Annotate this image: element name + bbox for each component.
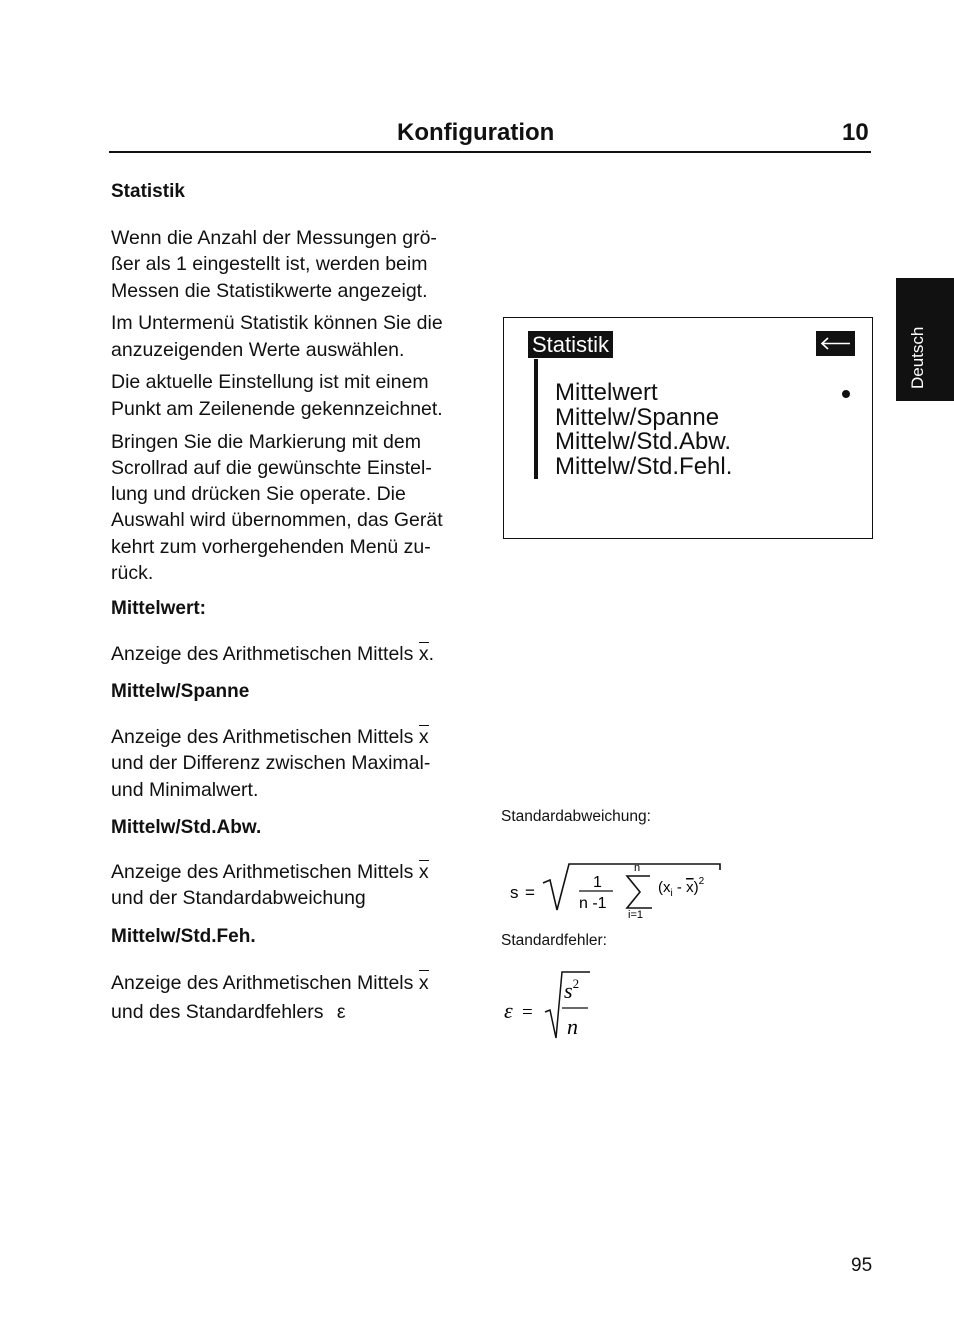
formula-symbol: $s^2$	[564, 976, 580, 1003]
display-menu-item[interactable]: Mittelw/Std.Abw.	[555, 428, 732, 455]
paragraph-3: Die aktuelle Einstellung ist mit einem Punkt am Zeilenende gekennzeichnet.	[111, 371, 443, 420]
formula-label-stderr: Standardfehler:	[501, 932, 607, 949]
formula-symbol: ε	[504, 998, 513, 1023]
display-menu-item[interactable]: Mittelw/Spanne	[555, 403, 720, 431]
option-desc-mittelwert: Anzeige des Arithmetischen Mittels x.	[111, 641, 483, 667]
formula-symbol: 1	[593, 874, 602, 891]
option-desc-spanne: Anzeige des Arithmetischen Mittels x und der Differenz zwischen Maximal- und Minimalwert.	[111, 726, 431, 801]
option-title-stdfeh: Mittelw/Std.Feh.	[111, 926, 256, 947]
sum-sign	[627, 876, 652, 908]
formula-stderr	[500, 966, 600, 1044]
display-scroll-bar	[534, 359, 538, 479]
formula-symbol: s	[510, 883, 519, 902]
intro-text	[111, 225, 483, 593]
page-number: 95	[851, 1255, 873, 1276]
paragraph-1: Wenn die Anzahl der Messungen grö- ßer als 1 eingestellt ist, werden beim Messen die Statistikwerte angezeigt.	[111, 227, 437, 302]
epsilon-symbol: ε	[336, 1001, 346, 1023]
formula-symbol: =	[525, 883, 535, 902]
arrow-left-icon	[816, 331, 855, 356]
arrow-left-icon-graphic	[816, 331, 855, 356]
selection-dot-icon	[842, 390, 850, 398]
option-title-stdabw: Mittelw/Std.Abw.	[111, 817, 262, 838]
formula-symbol: n	[567, 1014, 578, 1039]
formula-label-stddev: Standardabweichung:	[501, 808, 651, 825]
chapter-number: 10	[842, 119, 869, 146]
page-header-title: Konfiguration	[397, 119, 555, 146]
formula-symbol: $(x_i - x)^2$	[658, 876, 705, 899]
display-menu	[555, 381, 732, 479]
option-title-spanne: Mittelw/Spanne	[111, 681, 250, 702]
formula-symbol: n -1	[579, 895, 607, 912]
option-desc-stdabw: Anzeige des Arithmetischen Mittels x und der Standardabweichung	[111, 861, 429, 910]
paragraph-2: Im Untermenü Statistik können Sie die anzuzeigenden Werte auswählen.	[111, 312, 443, 361]
display-menu-item[interactable]: Mittelwert	[555, 379, 658, 406]
formula-symbol: i=1	[628, 909, 643, 920]
display-title: Statistik	[528, 331, 613, 358]
header-rule	[109, 151, 871, 153]
option-desc-stdfeh: Anzeige des Arithmetischen Mittels x und des Standardfehlers ε	[111, 969, 483, 1027]
display-menu-item[interactable]: Mittelw/Std.Fehl.	[555, 452, 733, 480]
language-tab-label: Deutsch	[908, 326, 927, 389]
paragraph-4: Bringen Sie die Markierung mit dem Scrollrad auf die gewünschte Einstel- lung und drücken Sie operate. Die Auswahl wird übernommen, das Gerät kehrt zum vorhergehenden Menü zu- rück.	[111, 430, 443, 585]
formula-symbol: =	[522, 1002, 533, 1023]
formula-stddev	[503, 858, 728, 920]
section-title: Statistik	[111, 181, 185, 202]
formula-symbol: n	[634, 862, 641, 874]
option-title-mittelwert: Mittelwert:	[111, 598, 206, 619]
